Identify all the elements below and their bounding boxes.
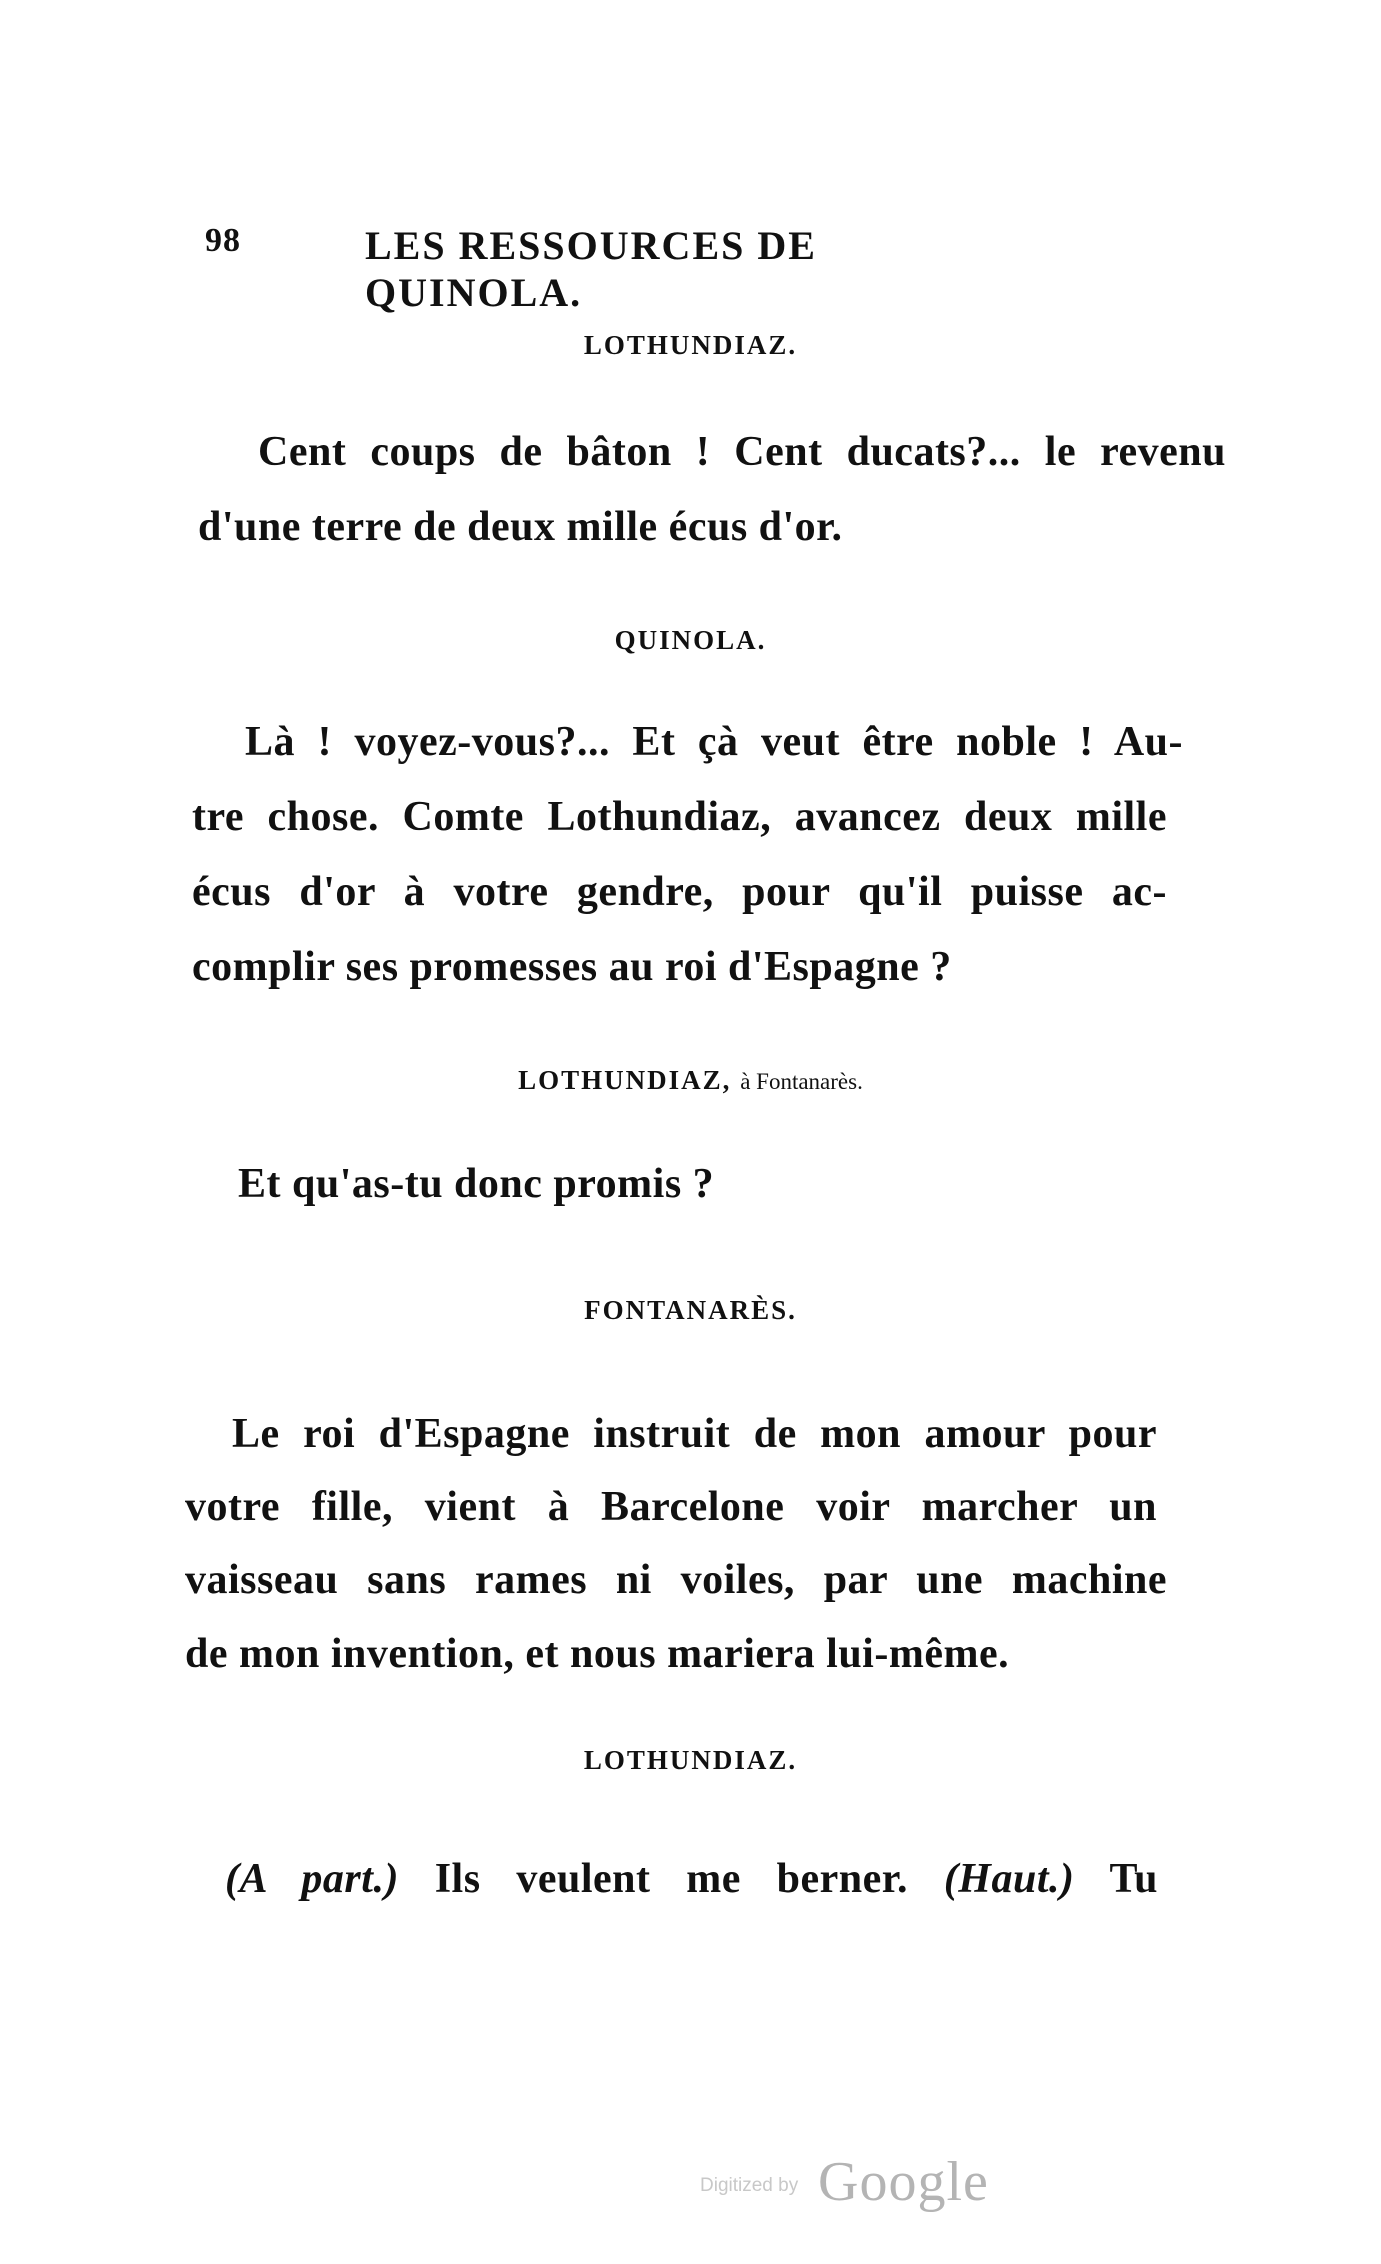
dialogue-line: Le roi d'Espagne instruit de mon amour pour [232, 1411, 1157, 1457]
dialogue-line: complir ses promesses au roi d'Espagne ? [192, 944, 952, 990]
page-number: 98 [205, 222, 241, 259]
dialogue-line: vaisseau sans rames ni voiles, par une machine [185, 1557, 1167, 1603]
dialogue-line: d'une terre de deux mille écus d'or. [198, 504, 843, 550]
dialogue-line: de mon invention, et nous mariera lui-même. [185, 1631, 1010, 1677]
speaker-name: LOTHUNDIAZ. [583, 330, 798, 360]
stage-direction: (A part.) [225, 1856, 399, 1902]
running-title: LES RESSOURCES DE QUINOLA. [365, 223, 817, 315]
dialogue-line: tre chose. Comte Lothundiaz, avancez deux mille [192, 794, 1167, 840]
speaker-name: QUINOLA. [614, 625, 767, 655]
google-logo: Google [818, 2151, 989, 2213]
dialogue-line [225, 1855, 1158, 1903]
speaker-name [0, 1065, 1381, 1096]
watermark-prefix: Digitized by [700, 2175, 799, 2196]
digitized-watermark [700, 2150, 1000, 2213]
dialogue-line: Là ! voyez-vous?... Et çà veut être noble ! Au- [245, 719, 1183, 765]
dialogue-text: Tu [1109, 1856, 1159, 1902]
speaker-name: FONTANARÈS. [584, 1295, 797, 1325]
dialogue-line: votre fille, vient à Barcelone voir marcher un [185, 1484, 1157, 1530]
dialogue-text: Ils veulent me berner. [434, 1856, 909, 1902]
stage-direction: à Fontanarès. [740, 1069, 863, 1094]
page-header [205, 222, 1045, 315]
speaker-label: LOTHUNDIAZ, [518, 1065, 732, 1095]
dialogue-line: Et qu'as-tu donc promis ? [238, 1161, 715, 1207]
stage-direction: (Haut.) [943, 1856, 1075, 1902]
dialogue-line: écus d'or à votre gendre, pour qu'il puisse ac- [192, 869, 1167, 915]
speaker-name: LOTHUNDIAZ. [583, 1745, 798, 1775]
dialogue-line: Cent coups de bâton ! Cent ducats?... le revenu [258, 429, 1226, 475]
